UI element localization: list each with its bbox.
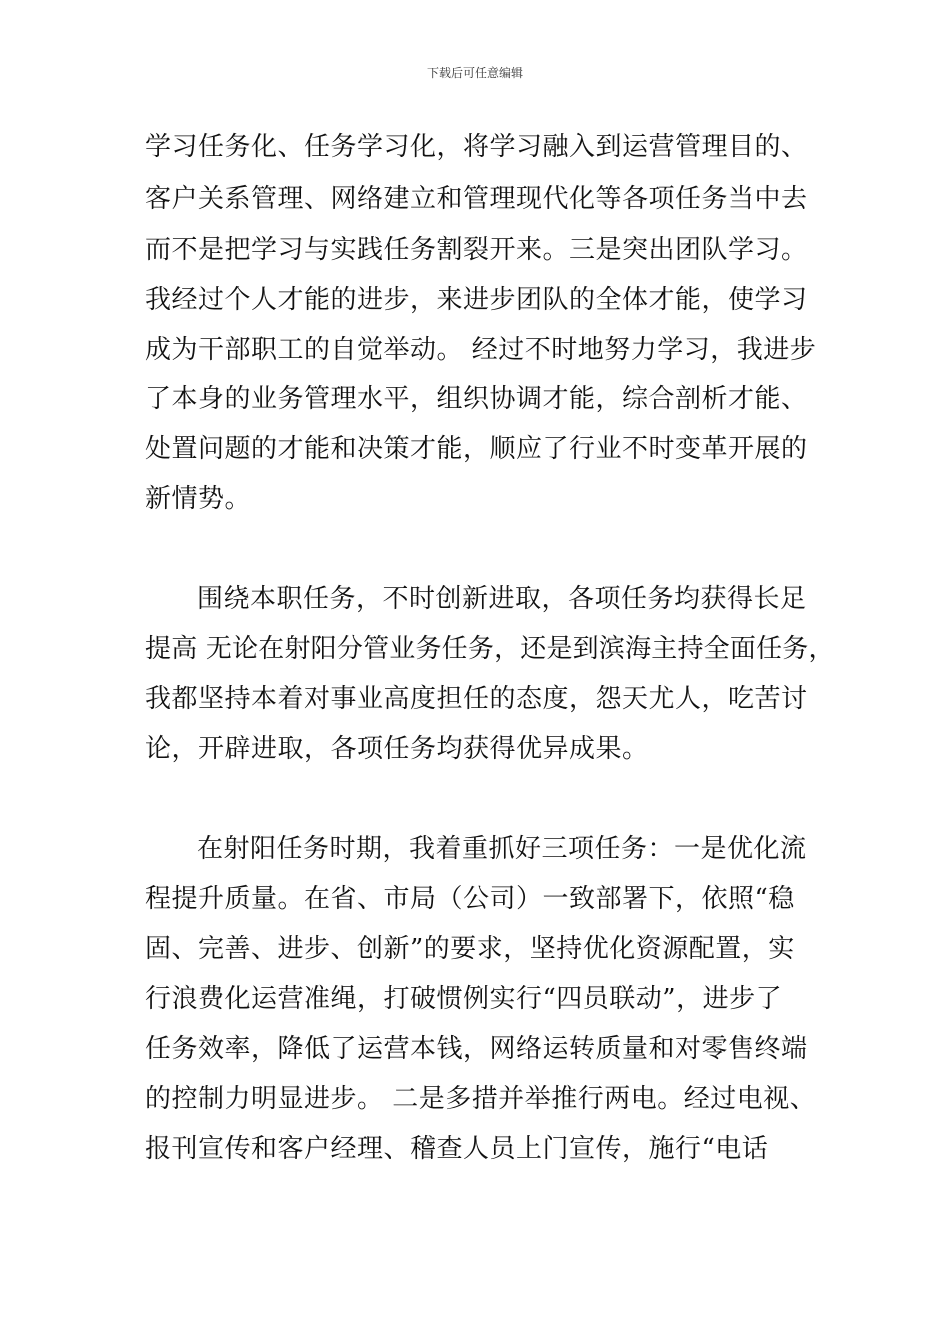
paragraph-1-line-5: 成为干部职工的自觉举动。 经过不时地努力学习，我进步 (145, 335, 817, 365)
paragraph-3-line-3: 固、完善、进步、创新”的要求，坚持优化资源配置，实 (145, 934, 795, 964)
paragraph-1-line-6: 了本身的业务管理水平，组织协调才能，综合剖析才能、 (145, 384, 808, 414)
paragraph-2-line-4: 论，开辟进取，各项任务均获得优异成果。 (145, 734, 649, 764)
page-header: 下载后可任意编辑 (426, 66, 523, 80)
paragraph-2-line-3: 我都坚持本着对事业高度担任的态度，怨天尤人，吃苦讨 (145, 684, 808, 714)
paragraph-3-line-5: 任务效率，降低了运营本钱，网络运转质量和对零售终端 (145, 1034, 808, 1064)
paragraph-1-line-1: 学习任务化、任务学习化，将学习融入到运营管理目的、 (145, 132, 808, 162)
paragraph-2-line-1: 围绕本职任务，不时创新进取，各项任务均获得长足 (197, 584, 807, 614)
paragraph-3-line-7: 报刊宣传和客户经理、稽查人员上门宣传，施行“电话 (145, 1134, 769, 1164)
paragraph-1-line-7: 处置问题的才能和决策才能，顺应了行业不时变革开展的 (145, 434, 808, 464)
paragraph-3-line-6: 的控制力明显进步。 二是多措并举推行两电。经过电视、 (145, 1084, 817, 1114)
paragraph-1-line-4: 我经过个人才能的进步，来进步团队的全体才能，使学习 (145, 285, 808, 315)
paragraph-3-line-2: 程提升质量。在省、市局（公司）一致部署下，依照“稳 (145, 884, 795, 914)
paragraph-1-line-8: 新情势。 (145, 484, 252, 514)
paragraph-1-line-3: 而不是把学习与实践任务割裂开来。三是突出团队学习。 (145, 235, 808, 265)
paragraph-2-line-2: 提高 无论在射阳分管业务任务，还是到滨海主持全面任务， (145, 634, 835, 664)
paragraph-1-line-2: 客户关系管理、网络建立和管理现代化等各项任务当中去 (145, 184, 808, 214)
paragraph-3-line-1: 在射阳任务时期，我着重抓好三项任务：一是优化流 (197, 834, 807, 864)
paragraph-3-line-4: 行浪费化运营准绳，打破惯例实行“四员联动”，进步了 (145, 984, 783, 1014)
